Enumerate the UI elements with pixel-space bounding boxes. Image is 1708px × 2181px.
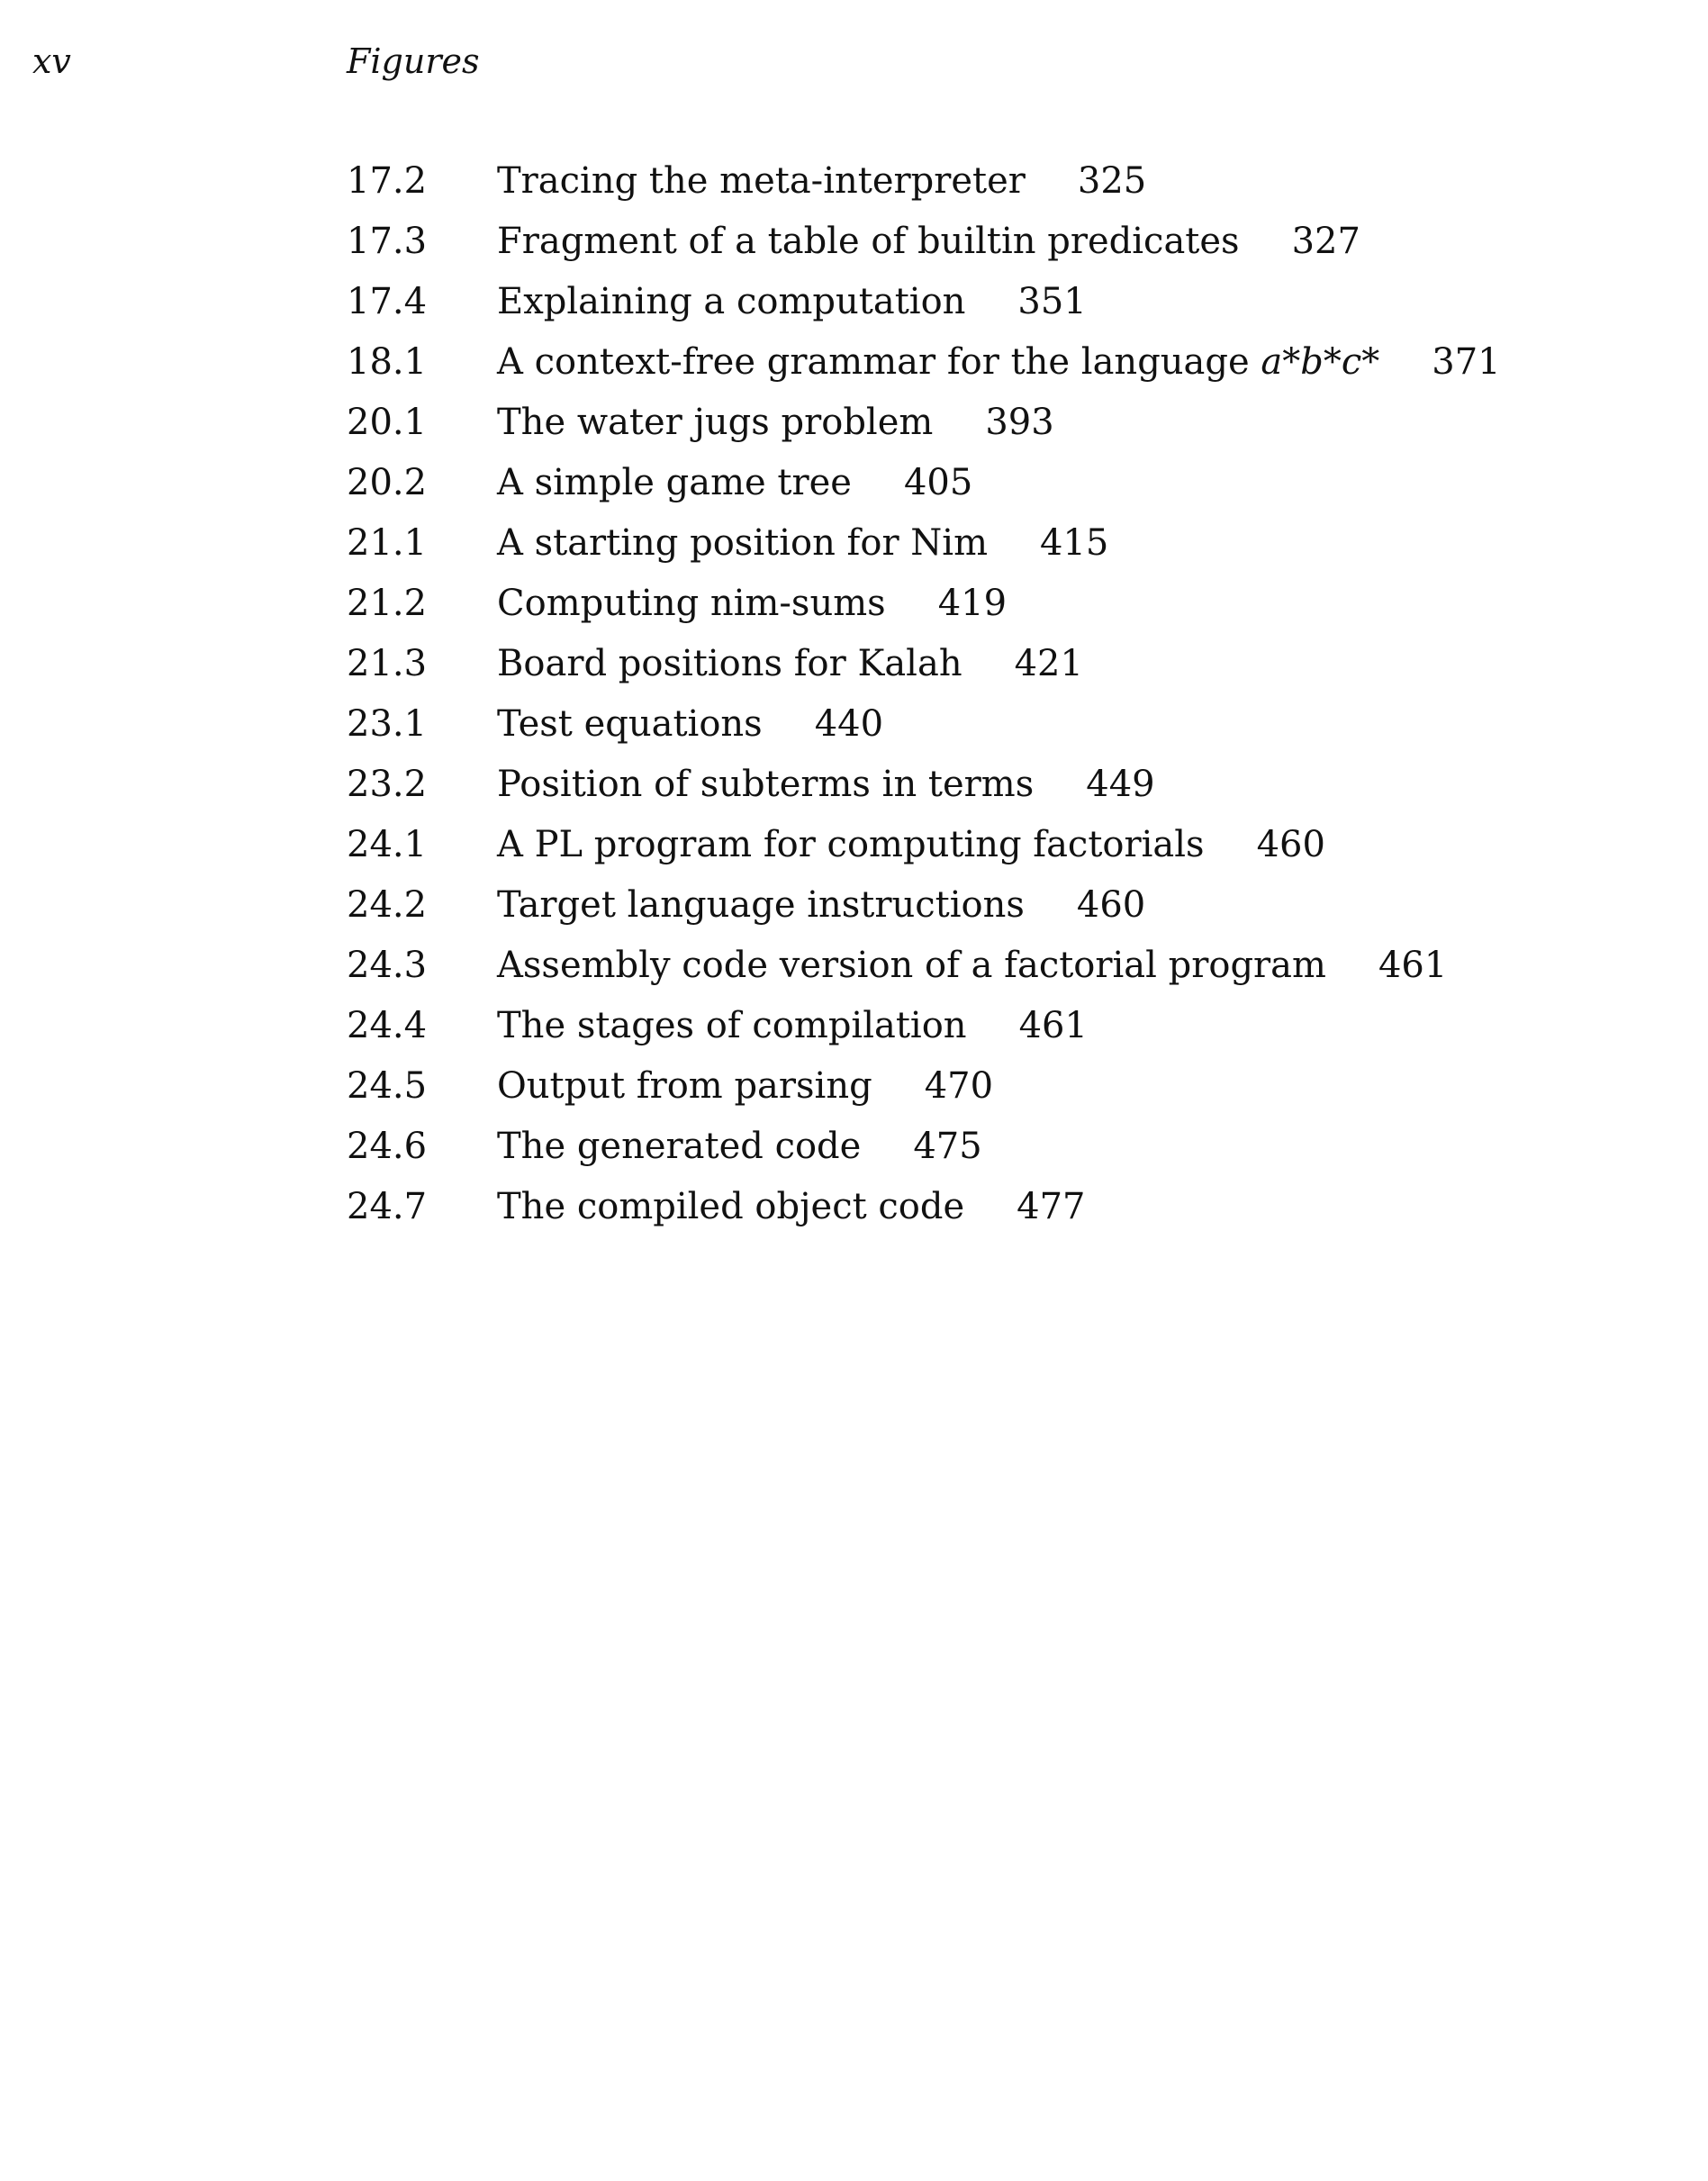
figure-number: 24.4 [347,1005,428,1046]
figure-number: 21.2 [347,583,428,624]
figure-entry [347,996,1501,1056]
figure-page: 440 [814,703,884,745]
figure-title: A PL program for computing factorials [497,824,1205,865]
figure-title: A simple game tree [497,462,852,503]
figure-entry [347,272,1501,332]
figure-title: Assembly code version of a factorial program [497,945,1326,986]
figure-entry [347,815,1501,875]
figure-title: A starting position for Nim [497,522,988,564]
figure-page: 460 [1256,824,1325,865]
figure-title: Target language instructions [497,884,1025,926]
figure-page: 475 [913,1126,982,1167]
figure-entry [347,1177,1501,1237]
figure-page: 461 [1378,945,1448,986]
figure-entry [347,875,1501,936]
figure-entry [347,634,1501,694]
figure-page: 460 [1076,884,1146,926]
figure-page: 419 [937,583,1008,624]
figure-entry [347,936,1501,996]
figure-entry [347,513,1501,574]
figure-number: 24.3 [347,945,428,986]
figure-title: Test equations [497,703,763,745]
figure-page: 351 [1017,281,1087,322]
running-head: Figures [347,41,480,81]
figure-page: 393 [985,402,1054,443]
figure-page: 371 [1432,341,1501,383]
figure-entry [347,1056,1501,1117]
figure-entry [347,1117,1501,1177]
figure-number: 18.1 [347,341,428,383]
figure-page: 327 [1291,221,1360,262]
figure-list [347,151,1501,1237]
figure-entry [347,574,1501,634]
figure-title: Output from parsing [497,1065,872,1107]
figure-title: The compiled object code [497,1186,965,1227]
figure-page: 415 [1040,522,1109,564]
figure-number: 24.1 [347,824,428,865]
figure-page: 477 [1017,1186,1086,1227]
figure-number: 21.1 [347,522,428,564]
figure-number: 20.1 [347,402,428,443]
figure-number: 17.3 [347,221,428,262]
figure-entry [347,151,1501,212]
figure-number: 17.4 [347,281,428,322]
figure-number: 21.3 [347,643,428,684]
figure-number: 24.2 [347,884,428,926]
figure-title-text: A context-free grammar for the language [497,341,1250,383]
figure-title: Fragment of a table of builtin predicates [497,221,1240,262]
figure-number: 23.2 [347,764,428,805]
figure-entry [347,332,1501,393]
figure-number: 20.2 [347,462,428,503]
figure-page: 470 [924,1065,994,1107]
figure-title: The generated code [497,1126,862,1167]
figure-page: 325 [1077,160,1147,202]
figure-title: The water jugs problem [497,402,934,443]
figure-page: 449 [1086,764,1155,805]
figure-title: Position of subterms in terms [497,764,1035,805]
figure-number: 23.1 [347,703,428,745]
figure-title: Board positions for Kalah [497,643,962,684]
figure-page: 405 [903,462,973,503]
figure-number: 24.7 [347,1186,428,1227]
figure-title: Computing nim-sums [497,583,886,624]
figure-title [497,332,1379,393]
figure-title: Tracing the meta-interpreter [497,160,1026,202]
figure-entry [347,755,1501,815]
figure-page: 421 [1014,643,1083,684]
figure-title: Explaining a computation [497,281,966,322]
figure-entry [347,694,1501,755]
page-number: xv [32,41,71,81]
figure-number: 24.5 [347,1065,428,1107]
figure-entry [347,212,1501,272]
figure-number: 24.6 [347,1126,428,1167]
figure-title: The stages of compilation [497,1005,967,1046]
figure-entry [347,393,1501,453]
figure-title-math: a*b*c* [1261,341,1380,383]
figure-number: 17.2 [347,160,428,202]
figure-page: 461 [1018,1005,1088,1046]
figure-entry [347,453,1501,513]
